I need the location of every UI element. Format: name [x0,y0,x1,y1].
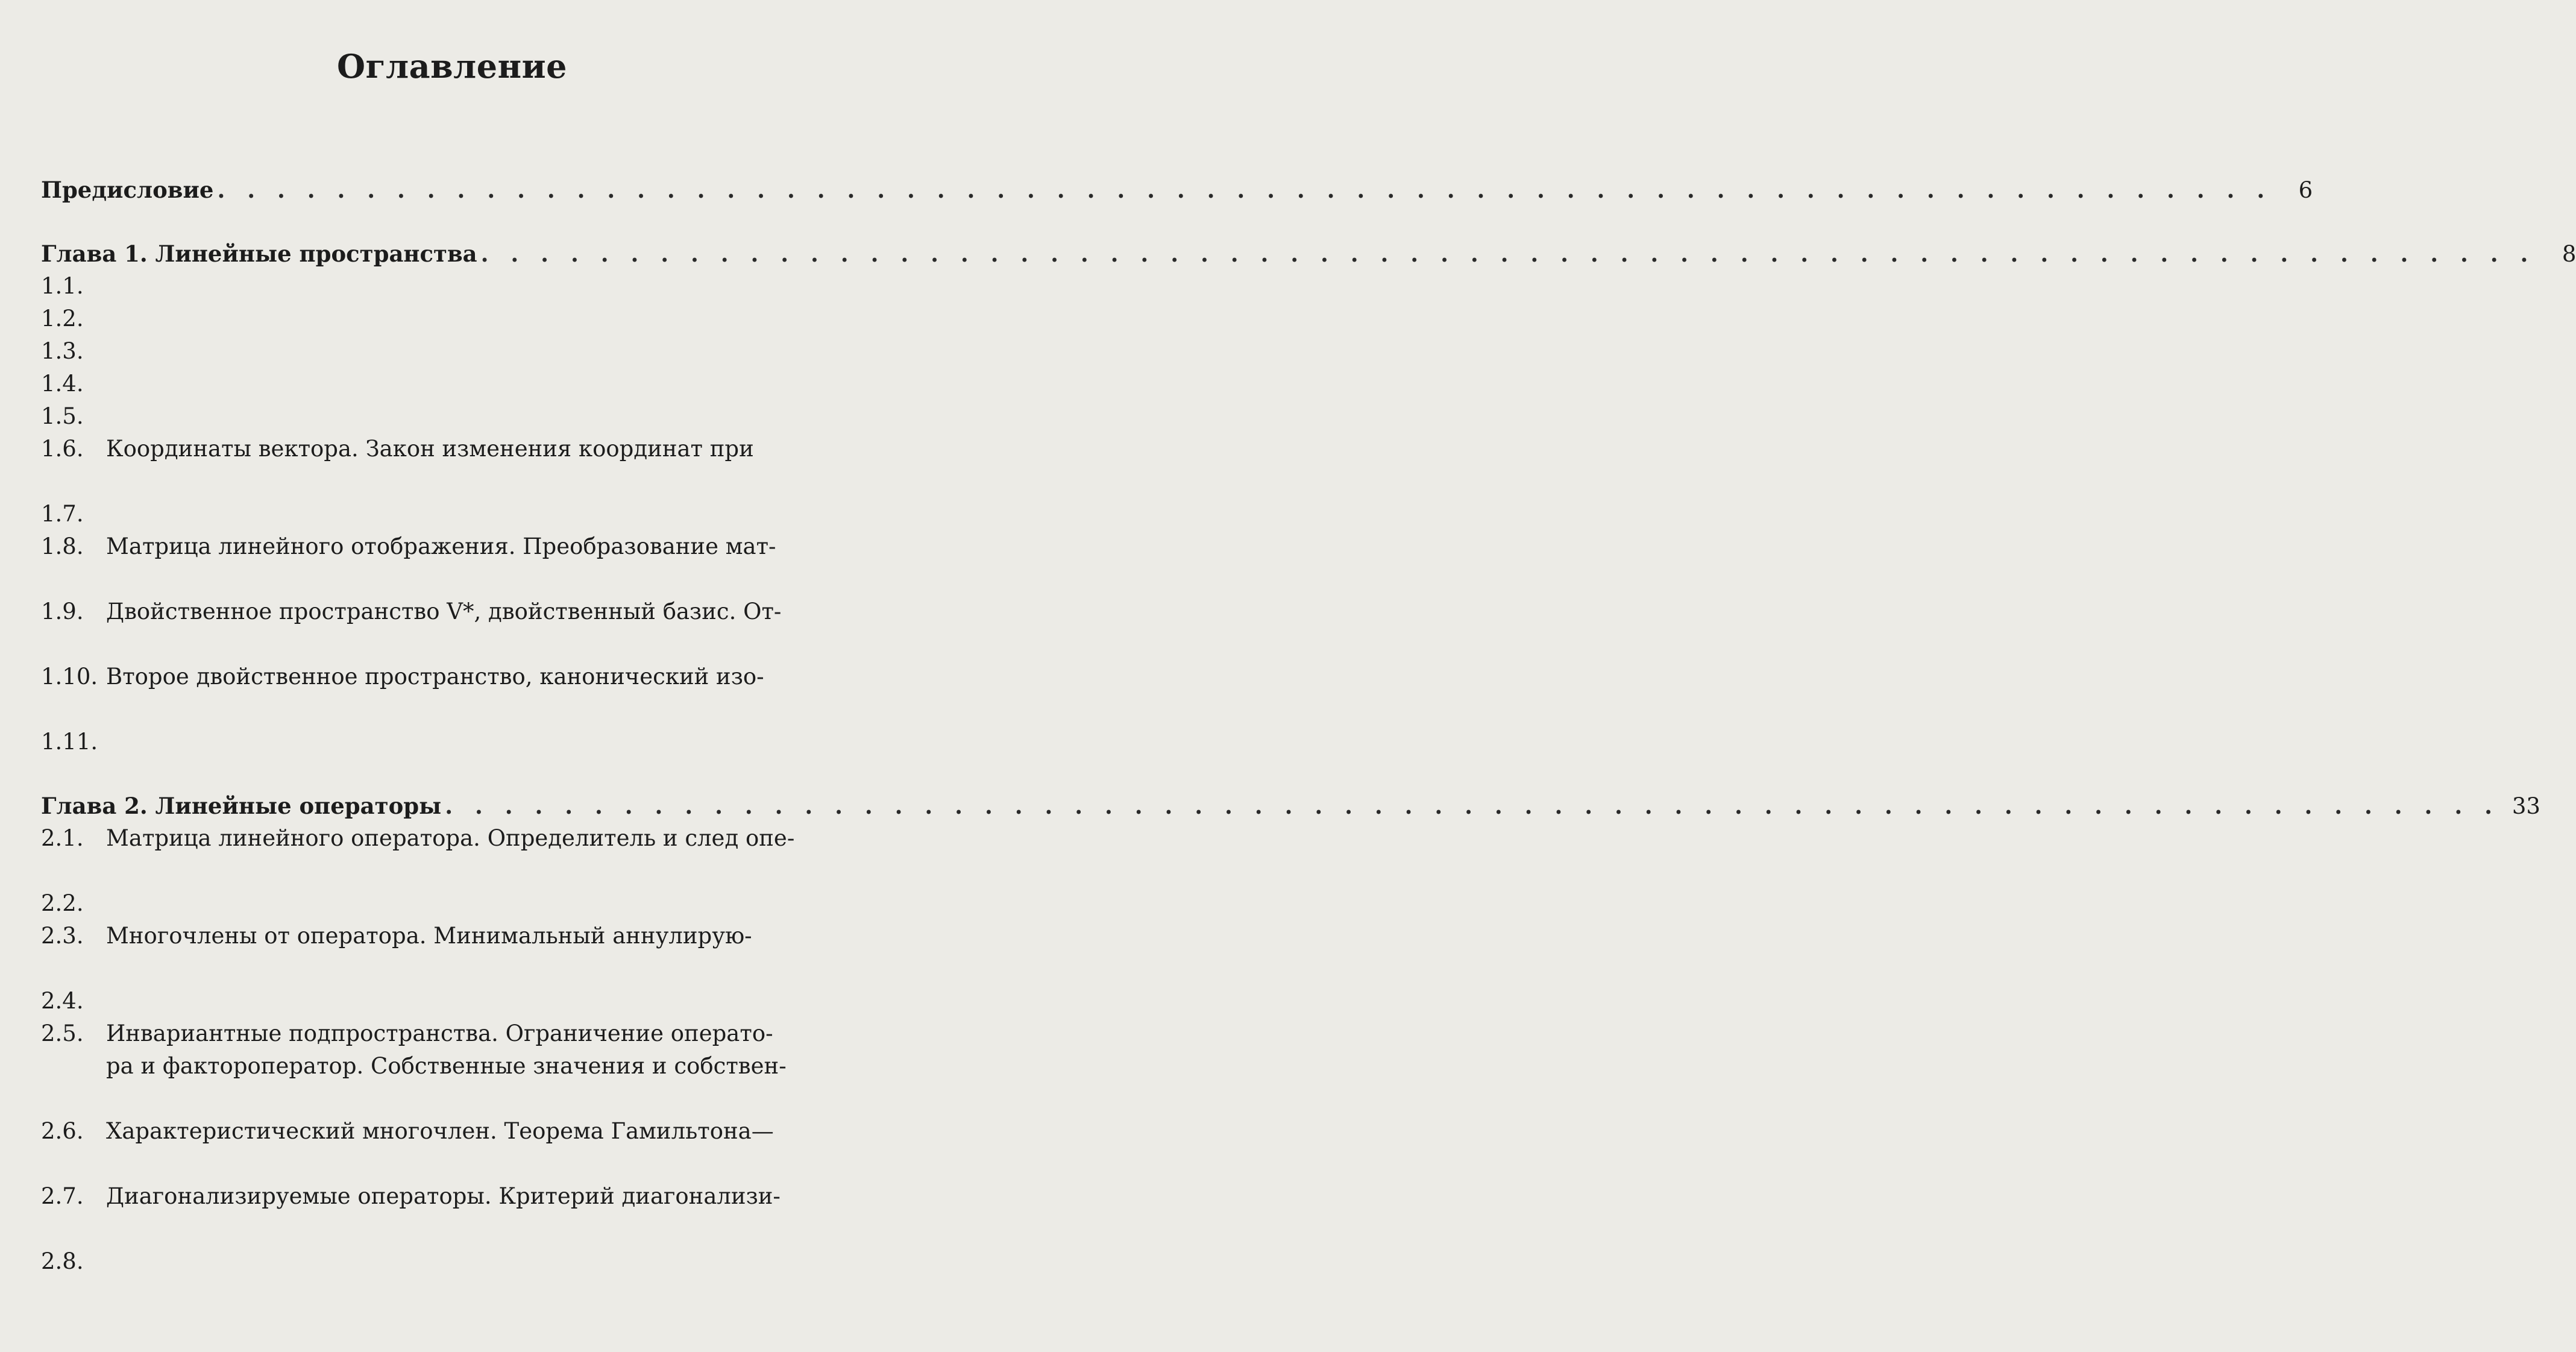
leader-dots: . . . . . . . . . . . . . . . . . . . . . . . . . . . . . . . . . . . . . . . . . . . . . . . . . . . . . . . . . . . . . . . . . . . . . [217,177,2272,203]
toc-entry-2-3-cont[interactable] [41,952,864,985]
chapter-title: Глава 1. Линейные пространства [41,241,477,267]
toc-entry-2-3[interactable] [41,920,864,952]
section-title: Двойственное пространство V*, двойственный базис. От- [106,599,782,624]
toc-entry-1-3[interactable] [41,335,864,368]
toc-entry-1-7[interactable] [41,498,864,530]
toc-entry-1-9-cont[interactable] [41,628,864,661]
toc-entry-2-2[interactable] [41,887,864,920]
toc-entry-1-11[interactable] [41,726,864,758]
section-title: Второе двойственное пространство, канонический изо- [106,664,764,690]
section-number: 1.1. [41,273,84,299]
toc-entry-1-8-cont[interactable] [41,563,864,596]
toc-entry-2-1-cont[interactable] [41,855,864,887]
toc-entry-2-5[interactable] [41,1017,864,1050]
toc-entry-1-10-cont[interactable] [41,693,864,726]
toc-entry-2-5-cont-2[interactable] [41,1083,864,1115]
section-number: 2.4. [41,988,84,1014]
section-number: 1.8. [41,533,84,559]
section-number: 1.3. [41,338,84,364]
section-title: Координаты вектора. Закон изменения координат при [106,436,754,462]
section-number: 1.10. [41,664,98,690]
section-title: Многочлены от оператора. Минимальный аннулирую- [106,923,752,949]
page-number: 6 [2298,177,2313,203]
toc-entry-2-6[interactable] [41,1115,864,1148]
toc-entry-2-8[interactable] [41,1245,864,1278]
section-number: 2.5. [41,1020,84,1046]
toc-entry-2-4[interactable] [41,985,864,1017]
toc-entry-1-2[interactable] [41,303,864,335]
toc-entry-1-6-cont[interactable] [41,465,864,498]
section-title: Матрица линейного оператора. Определитель и след опе- [106,825,795,851]
toc-entry-1-8[interactable] [41,530,864,563]
section-number: 1.7. [41,501,84,527]
chapter-title: Глава 2. Линейные операторы [41,793,442,819]
section-number: 1.9. [41,599,84,624]
toc-entry-chapter-1[interactable] [41,237,2576,270]
toc-entry-2-7[interactable] [41,1180,864,1213]
section-title: Характеристический многочлен. Теорема Гамильтона— [106,1118,774,1144]
section-number: 2.7. [41,1183,84,1209]
section-title: Матрица линейного отображения. Преобразование мат- [106,533,776,559]
table-of-contents [41,174,2576,1278]
section-number: 2.2. [41,890,84,916]
toc-entry-1-10[interactable] [41,661,864,693]
section-title-cont: ра и фактороператор. Собственные значения и собствен- [106,1053,787,1079]
page-number: 33 [2512,793,2540,819]
section-number: 1.4. [41,371,84,397]
toc-entry-1-9[interactable] [41,596,864,628]
section-title: Инвариантные подпространства. Ограничение операто- [106,1020,773,1046]
section-number: 1.11. [41,729,98,755]
section-number: 1.2. [41,306,84,332]
toc-entry-1-4[interactable] [41,368,864,400]
section-number: 2.1. [41,825,84,851]
toc-entry-chapter-2[interactable] [41,790,2540,822]
toc-entry-1-6[interactable] [41,433,864,465]
section-number: 1.6. [41,436,84,462]
toc-entry-1-5[interactable] [41,400,864,433]
toc-entry-2-7-cont[interactable] [41,1213,864,1245]
toc-entry-2-6-cont[interactable] [41,1148,864,1180]
page-title: Оглавление [336,47,568,86]
toc-entry-preface[interactable] [41,174,2313,206]
entry-title: Предисловие [41,177,214,203]
page-number: 8 [2562,241,2576,267]
section-title: Диагонализируемые операторы. Критерий диагонализи- [106,1183,781,1209]
leader-dots: . . . . . . . . . . . . . . . . . . . . . . . . . . . . . . . . . . . . . . . . . . . . . . . . . . . . . . . . . . . . . . . . . . . . . [445,793,2499,819]
section-number: 2.6. [41,1118,84,1144]
toc-entry-2-1[interactable] [41,822,864,855]
section-number: 2.8. [41,1248,84,1274]
toc-entry-2-5-cont[interactable] [41,1050,864,1083]
section-number: 2.3. [41,923,84,949]
section-number: 1.5. [41,403,84,429]
leader-dots: . . . . . . . . . . . . . . . . . . . . . . . . . . . . . . . . . . . . . . . . . . . . . . . . . . . . . . . . . . . . . . . . . . . . . [480,241,2536,267]
toc-entry-1-1[interactable] [41,270,864,303]
